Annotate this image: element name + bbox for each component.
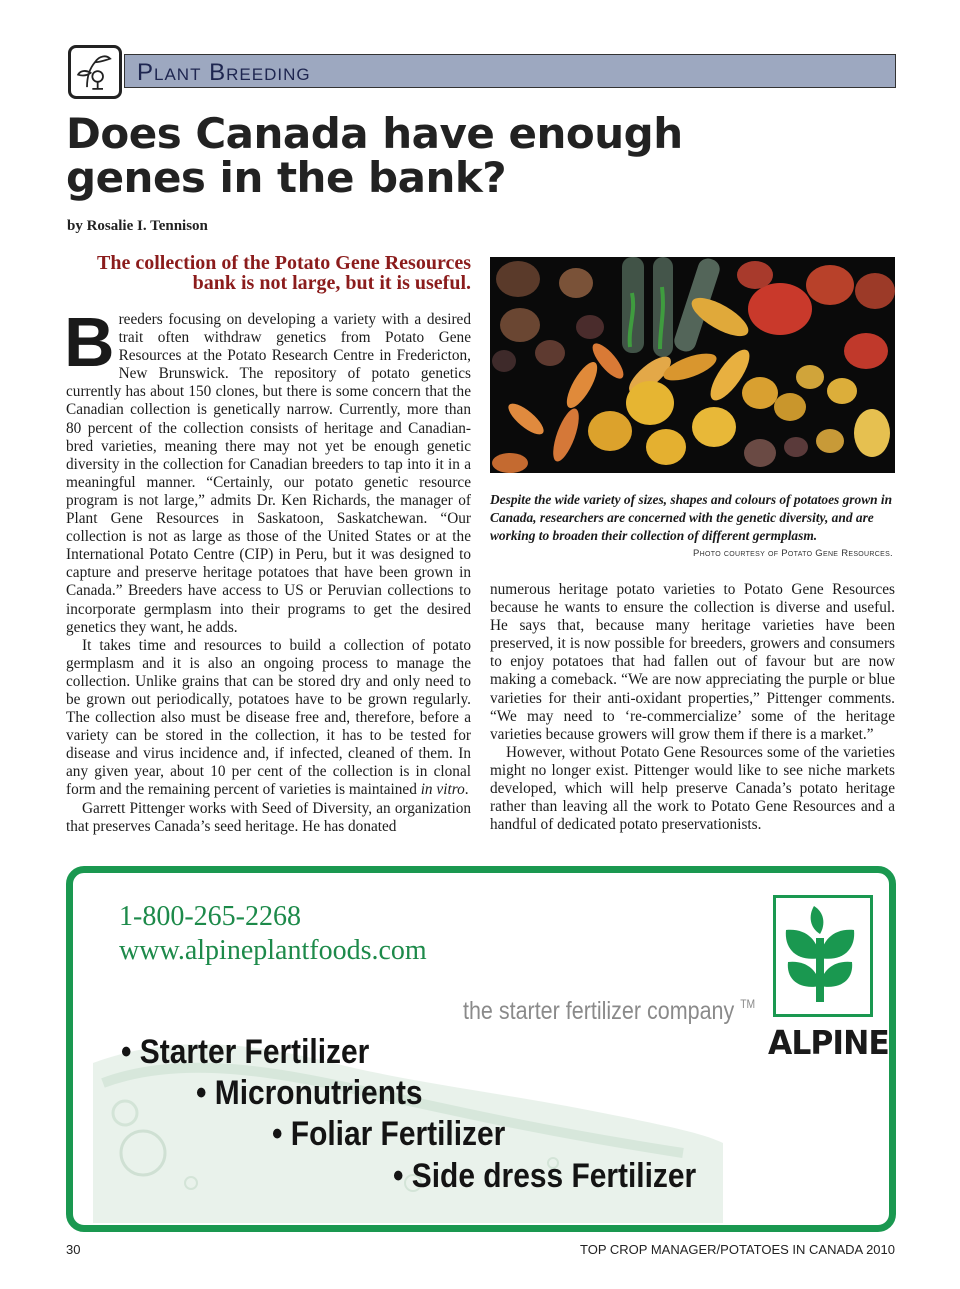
paragraph-3-continued: numerous heritage potato varieties to Potato Gene Resources because he wants to ensure the collection is diverse and useful. He says that, because many heritage varieties have been preserved, it is now possible for breeders, growers and consumers to enjoy potatoes that had fallen out of favour but are now making a comeback. “We are now appreciating the purple or blue varieties for their anti-oxidant properties,” Pittenger comments. “We may need to ‘re-commercialize’ some of the heritage varieties because growers will grow them if there is a market.”: [490, 581, 895, 743]
potato-photo: [490, 257, 895, 473]
deck: The collection of the Potato Gene Resources bank is not large, but it is useful.: [97, 252, 471, 294]
paragraph-2-text: It takes time and resources to build a collection of potato germplasm and it is also an ongoing process to manage the collection. Unlike grains that can be stored dry and only need to be grown out periodically, potatoes have to be grown regularly. The collection also must be disease free and, therefore, before a variety can be stored in the collection, it has to be tested for disease and virus incidence and, if infected, cleaned of them. In any given year, about 10 per cent of the collection is in clonal form and the remaining percent of varieties is maintained: [66, 636, 471, 799]
paragraph-1-text: reeders focusing on developing a variety with a desired trait often withdraw genetics from Potato Gene Resources at the Potato Research Centre in Fredericton, New Brunswick. The repository of potato genetics currently has about 150 clones, but there is some concern that the Canadian collection is genetically narrow. Currently, more than 80 percent of the collection consists of heritage and Canadian-bred varieties, meaning there may not yet be enough genetic diversity in the collection for Canadian breeders to tap into it in a meaningful manner. “Certainly, our potato genetic resource program is not large,” admits Dr. Ken Richards, the manager of Plant Gene Resources in Saskatoon, Saskatchewan. “Our collection is not as large as those of the United States or at the International Potato Centre (CIP) in Peru, but it was designed to capture and preserve heritage potatoes that have been grown in Canada.” Breeders have access to US or Peruvian collections to incorporate germplasm into their programs to get the desired genetics they want, he adds.: [66, 311, 471, 636]
alpine-brand: ALPINE: [768, 1023, 889, 1062]
ad-trademark: TM: [740, 997, 756, 1011]
paragraph-2: [66, 637, 471, 800]
byline: by Rosalie I. Tennison: [67, 218, 208, 234]
paragraph-2-end: .: [464, 781, 469, 799]
photo-caption: Despite the wide variety of sizes, shapes and colours of potatoes grown in Canada, researchers are concerned with the genetic diversity, and are working to broaden their collection of different germplasm.: [490, 492, 893, 544]
photo-credit: Photo courtesy of Potato Gene Resources.: [693, 548, 893, 559]
paragraph-4: However, without Potato Gene Resources some of the varieties might no longer exist. Pittenger would like to see niche markets developed, which will help preserve Canada’s potato heritage rather than leaving all the work to Potato Gene Resources and a handful of dedicated potato preservationists.: [490, 743, 895, 834]
ad-item-side-dress: • Side dress Fertilizer: [393, 1157, 697, 1195]
ad-tagline: [463, 997, 755, 1026]
paragraph-2-italic: in vitro: [420, 781, 465, 799]
ad-phone: 1-800-265-2268: [119, 901, 301, 932]
drop-cap: B: [64, 303, 115, 381]
headline: Does Canada have enough genes in the bank?: [66, 109, 683, 202]
section-label: Plant Breeding: [137, 59, 311, 86]
article-column-left: [64, 303, 471, 836]
ad-item-foliar: • Foliar Fertilizer: [272, 1115, 506, 1153]
section-header: [68, 45, 896, 100]
publication-name: TOP CROP MANAGER/POTATOES IN CANADA 2010: [580, 1242, 895, 1257]
alpine-advertisement: [66, 866, 896, 1232]
ad-url: www.alpineplantfoods.com: [119, 935, 427, 966]
ad-item-micronutrients: • Micronutrients: [196, 1074, 423, 1112]
ad-item-starter: • Starter Fertilizer: [121, 1033, 370, 1071]
paragraph-3: Garrett Pittenger works with Seed of Diversity, an organization that preserves Canada’s seed heritage. He has donated: [66, 799, 471, 835]
section-band: [124, 54, 896, 88]
plant-breeding-icon: [68, 45, 122, 99]
paragraph-1: [64, 303, 471, 637]
page-number: 30: [66, 1242, 81, 1257]
ad-tagline-text: the starter fertilizer company: [463, 997, 735, 1025]
article-column-right: [490, 581, 895, 834]
alpine-leaf-logo-icon: [773, 895, 873, 1017]
